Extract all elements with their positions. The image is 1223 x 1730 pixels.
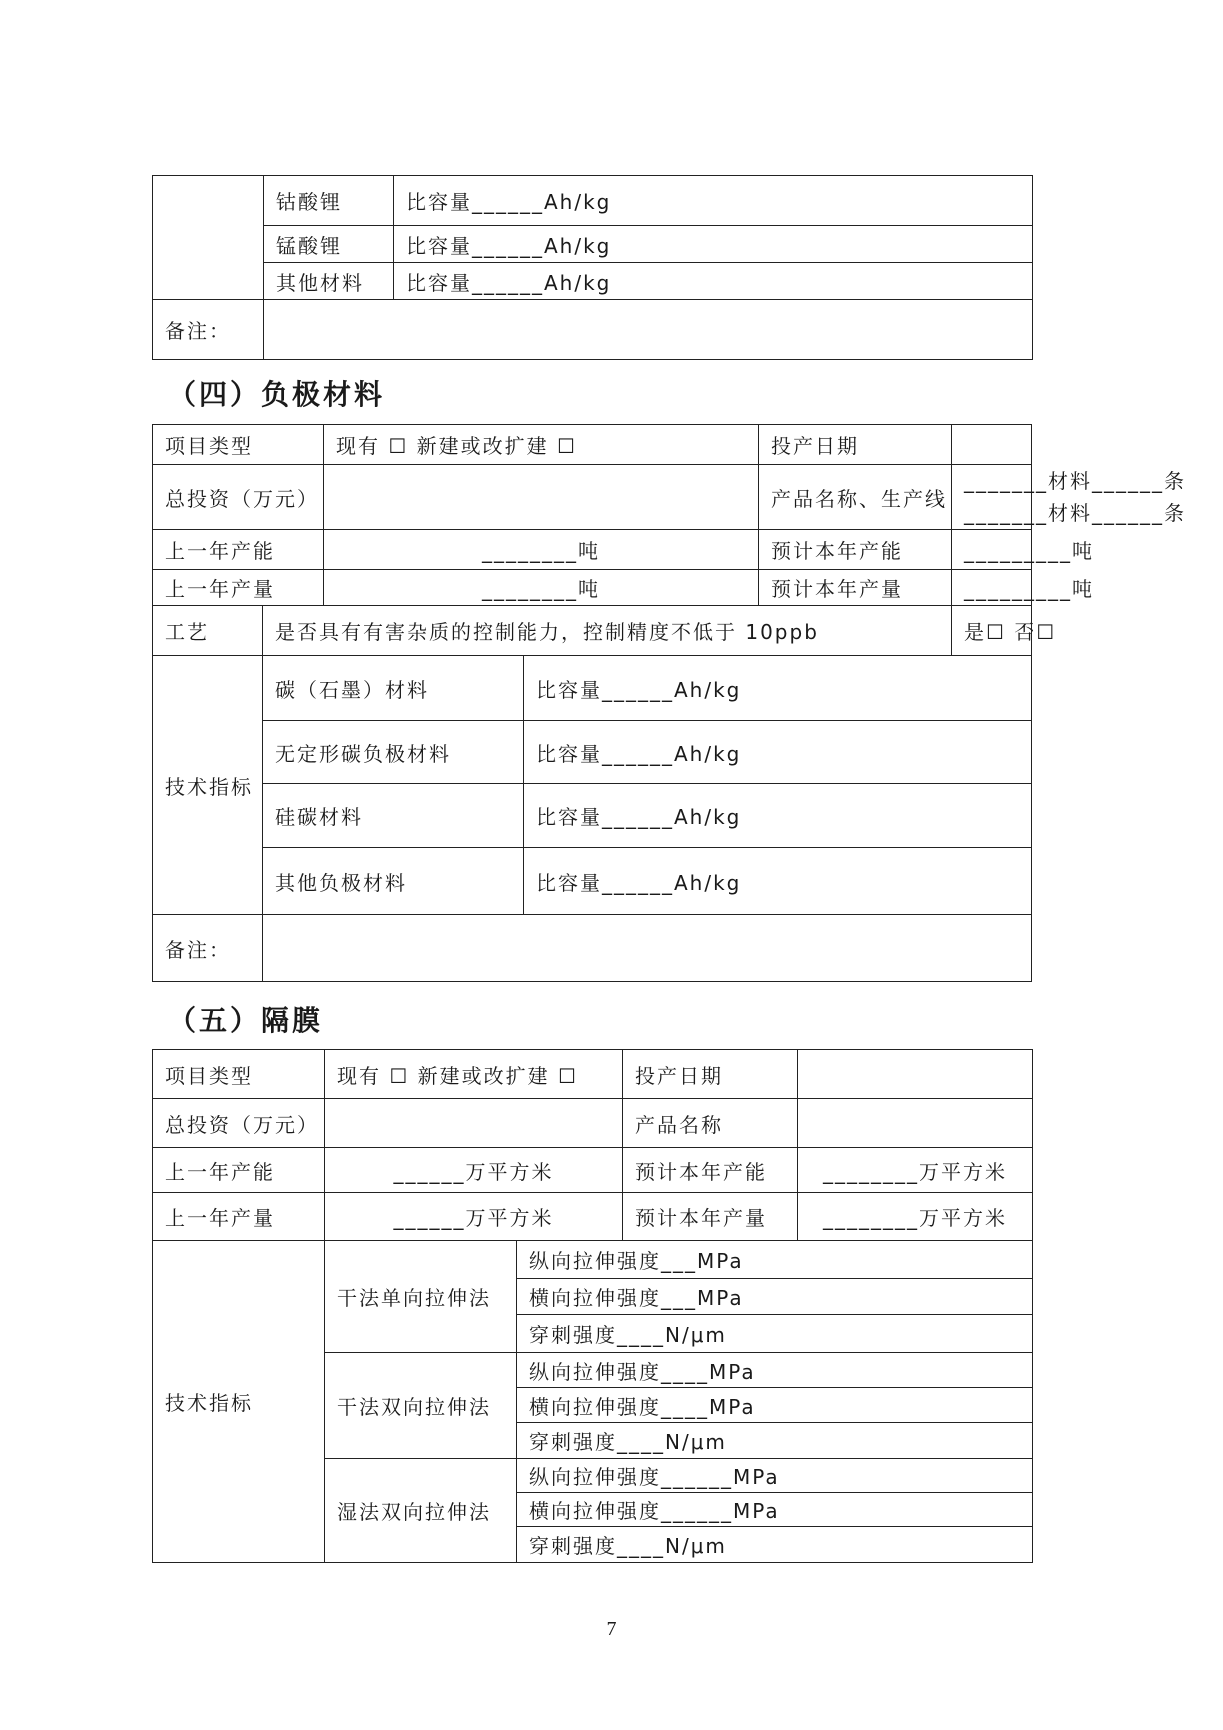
product-line-2: _______材料______条 (964, 501, 1186, 525)
puncture-field[interactable]: 穿刺强度____N/μm (517, 1527, 1033, 1563)
strength-field[interactable]: 横向拉伸强度____MPa (517, 1388, 1033, 1423)
tech-indicator-label: 技术指标 (153, 656, 263, 915)
start-date-label: 投产日期 (623, 1050, 798, 1099)
puncture-field[interactable]: 穿刺强度____N/μm (517, 1315, 1033, 1353)
start-date-label: 投产日期 (759, 425, 952, 465)
investment-field[interactable] (324, 465, 759, 530)
last-year-output-label: 上一年产量 (153, 1193, 325, 1241)
project-type-label: 项目类型 (153, 1050, 325, 1099)
remark-label: 备注： (153, 300, 264, 360)
strength-field[interactable]: 纵向拉伸强度______MPa (517, 1459, 1033, 1493)
separator-table (152, 1049, 1033, 1563)
strength-field[interactable]: 纵向拉伸强度___MPa (517, 1241, 1033, 1279)
start-date-field[interactable] (798, 1050, 1033, 1099)
puncture-field[interactable]: 穿刺强度____N/μm (517, 1423, 1033, 1459)
merged-blank-cell (153, 176, 264, 300)
section-heading-separator: （五）隔膜 (168, 1004, 324, 1037)
expected-output-field[interactable]: _________吨 (952, 570, 1032, 606)
material-label: 锰酸锂 (264, 226, 394, 263)
project-type-label: 项目类型 (153, 425, 324, 465)
last-year-capacity-field[interactable]: ________吨 (324, 530, 759, 570)
strength-field[interactable]: 横向拉伸强度___MPa (517, 1279, 1033, 1315)
section-heading-anode: （四）负极材料 (168, 378, 386, 411)
expected-output-label: 预计本年产量 (623, 1193, 798, 1241)
capacity-field[interactable]: 比容量______Ah/kg (524, 848, 1032, 915)
process-label: 工艺 (153, 606, 263, 656)
expected-capacity-field[interactable]: _________吨 (952, 530, 1032, 570)
capacity-field[interactable]: 比容量______Ah/kg (524, 721, 1032, 784)
last-year-capacity-field[interactable]: ______万平方米 (325, 1148, 623, 1193)
anode-material-label: 硅碳材料 (263, 784, 524, 848)
investment-field[interactable] (325, 1099, 623, 1148)
product-line-1: _______材料______条 (964, 469, 1186, 493)
material-label: 钴酸锂 (264, 176, 394, 226)
expected-capacity-field[interactable]: ________万平方米 (798, 1148, 1033, 1193)
product-line-field[interactable] (952, 465, 1186, 530)
process-question: 是否具有有害杂质的控制能力，控制精度不低于 10ppb (263, 606, 952, 656)
last-year-capacity-label: 上一年产能 (153, 530, 324, 570)
expected-capacity-label: 预计本年产能 (759, 530, 952, 570)
method-label: 干法单向拉伸法 (325, 1241, 517, 1353)
remark-field[interactable] (263, 915, 1032, 982)
capacity-field[interactable]: 比容量______Ah/kg (394, 226, 1033, 263)
project-type-options[interactable]: 现有 ☐ 新建或改扩建 ☐ (325, 1050, 623, 1099)
product-name-field[interactable] (798, 1099, 1033, 1148)
last-year-output-label: 上一年产量 (153, 570, 324, 606)
capacity-field[interactable]: 比容量______Ah/kg (394, 176, 1033, 226)
last-year-output-field[interactable]: ______万平方米 (325, 1193, 623, 1241)
product-line-label: 产品名称、生产线 (759, 465, 952, 530)
material-label: 其他材料 (264, 263, 394, 300)
remark-label: 备注： (153, 915, 263, 982)
process-yes-no[interactable]: 是☐ 否☐ (952, 606, 1032, 656)
start-date-field[interactable] (952, 425, 1032, 465)
last-year-capacity-label: 上一年产能 (153, 1148, 325, 1193)
anode-table (152, 424, 1186, 982)
method-label: 干法双向拉伸法 (325, 1353, 517, 1459)
anode-material-label: 无定形碳负极材料 (263, 721, 524, 784)
product-name-label: 产品名称 (623, 1099, 798, 1148)
expected-output-label: 预计本年产量 (759, 570, 952, 606)
anode-material-label: 其他负极材料 (263, 848, 524, 915)
anode-material-label: 碳（石墨）材料 (263, 656, 524, 721)
capacity-field[interactable]: 比容量______Ah/kg (524, 656, 1032, 721)
capacity-field[interactable]: 比容量______Ah/kg (524, 784, 1032, 848)
page-number: 7 (606, 1618, 617, 1640)
expected-output-field[interactable]: ________万平方米 (798, 1193, 1033, 1241)
method-label: 湿法双向拉伸法 (325, 1459, 517, 1563)
strength-field[interactable]: 纵向拉伸强度____MPa (517, 1353, 1033, 1388)
tech-indicator-label: 技术指标 (153, 1241, 325, 1563)
cathode-table-continued (152, 175, 1033, 360)
remark-field[interactable] (264, 300, 1033, 360)
last-year-output-field[interactable]: ________吨 (324, 570, 759, 606)
investment-label: 总投资（万元） (153, 1099, 325, 1148)
project-type-options[interactable]: 现有 ☐ 新建或改扩建 ☐ (324, 425, 759, 465)
strength-field[interactable]: 横向拉伸强度______MPa (517, 1493, 1033, 1527)
expected-capacity-label: 预计本年产能 (623, 1148, 798, 1193)
capacity-field[interactable]: 比容量______Ah/kg (394, 263, 1033, 300)
investment-label: 总投资（万元） (153, 465, 324, 530)
